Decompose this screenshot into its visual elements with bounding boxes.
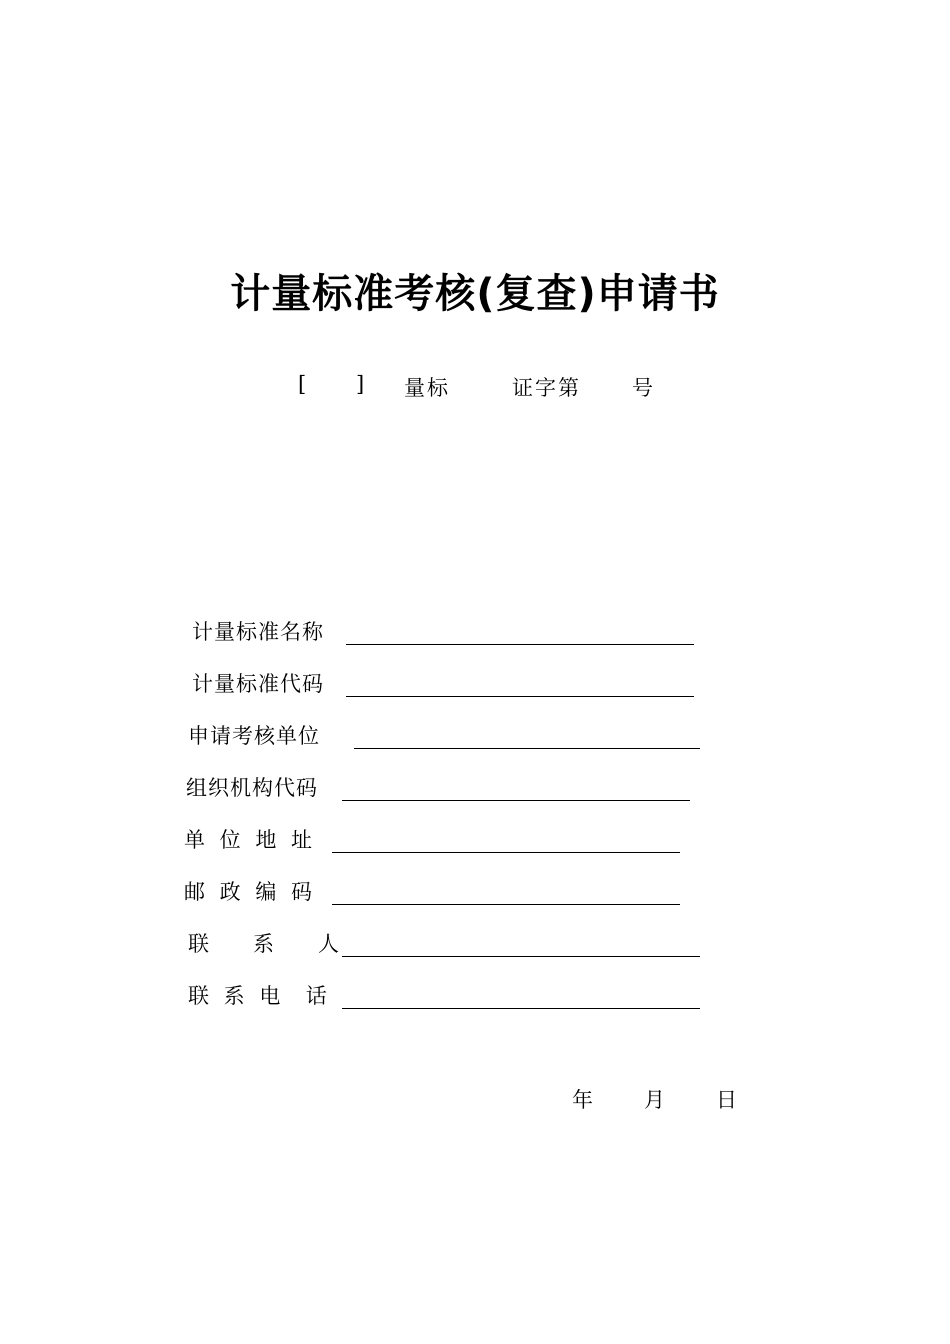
input-line-unit-address[interactable] (332, 852, 680, 853)
field-applicant-unit (0, 721, 950, 753)
date-year: 年 (572, 1088, 593, 1112)
input-line-standard-name[interactable] (346, 644, 694, 645)
input-line-organization-code[interactable] (342, 800, 690, 801)
bracket-close: ] (356, 372, 365, 396)
date-month: 月 (644, 1088, 665, 1112)
field-contact-phone (0, 981, 950, 1013)
field-organization-code (0, 773, 950, 805)
field-label: 联 系 电 话 (188, 984, 331, 1008)
input-line-standard-code[interactable] (346, 696, 694, 697)
input-line-contact-phone[interactable] (342, 1008, 700, 1009)
document-title: 计量标准考核(复查)申请书 (230, 271, 720, 317)
field-unit-address (0, 825, 950, 857)
input-line-applicant-unit[interactable] (354, 748, 700, 749)
date-line (0, 1084, 950, 1114)
field-label: 申请考核单位 (188, 724, 320, 748)
certificate-suffix: 号 (632, 376, 653, 400)
certificate-number-line (0, 372, 950, 402)
field-contact-person (0, 929, 950, 961)
field-standard-code (0, 669, 950, 701)
field-label: 组织机构代码 (186, 776, 318, 800)
certificate-prefix: 量标 (404, 376, 450, 400)
bracket-open: [ (298, 372, 307, 396)
certificate-middle: 证字第 (512, 376, 581, 400)
field-label: 单 位 地 址 (184, 828, 317, 852)
field-label: 联 系 人 (188, 932, 346, 956)
field-postal-code (0, 877, 950, 909)
field-label: 计量标准名称 (192, 620, 324, 644)
field-label: 邮 政 编 码 (184, 880, 317, 904)
input-line-postal-code[interactable] (332, 904, 680, 905)
input-line-contact-person[interactable] (342, 956, 700, 957)
date-day: 日 (716, 1088, 737, 1112)
field-label: 计量标准代码 (192, 672, 324, 696)
field-standard-name (0, 617, 950, 649)
